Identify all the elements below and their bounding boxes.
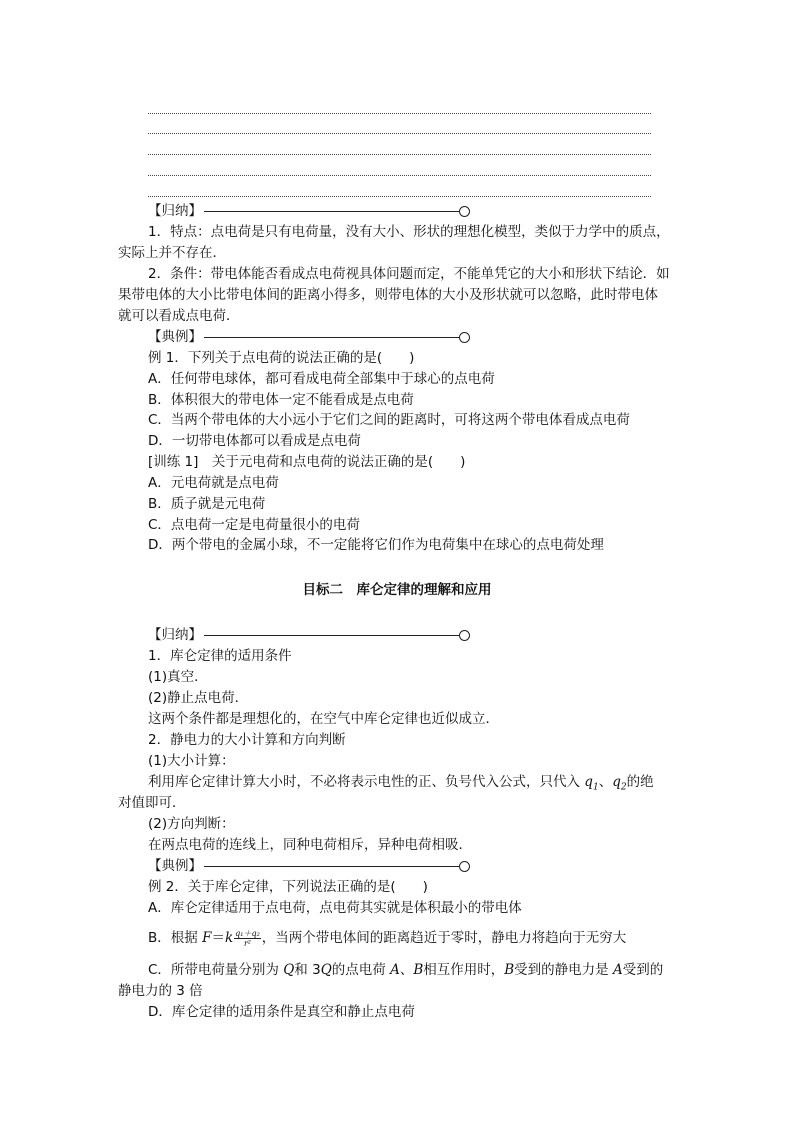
summary-label: 【归纳】 xyxy=(148,203,202,219)
training-question: [训练 1] 关于元电荷和点电荷的说法正确的是( ) xyxy=(148,454,466,470)
option-b: B．质子就是元电荷 xyxy=(148,496,266,512)
text-segment: 受到的 xyxy=(622,962,664,978)
paragraph-line: 2．静电力的大小计算和方向判断 xyxy=(148,732,346,748)
fraction-numerator: q₁＋q₂ xyxy=(235,928,260,938)
option-d: D．库仑定律的适用条件是真空和静止点电荷 xyxy=(148,1004,415,1020)
option-c: C．点电荷一定是电荷量很小的电荷 xyxy=(148,517,360,533)
answer-line xyxy=(148,154,651,155)
paragraph-line: 对值即可． xyxy=(118,795,186,811)
option-a: A．元电荷就是点电荷 xyxy=(148,475,279,491)
text-segment: ，当两个带电体间的距离趋近于零时，静电力将趋向于无穷大 xyxy=(261,930,627,946)
symbol-a: A xyxy=(612,962,623,978)
paragraph-line: (2)静止点电荷． xyxy=(148,690,249,706)
example-header xyxy=(148,856,470,876)
option-d: D．两个带电的金属小球，不一定能将它们作为电荷集中在球心的点电荷处理 xyxy=(148,537,604,553)
text-segment: 的绝 xyxy=(626,774,654,790)
paragraph-line: (2)方向判断： xyxy=(148,816,235,832)
subscript: 2 xyxy=(620,782,627,793)
text-segment: C．所带电荷量分别为 xyxy=(148,962,284,978)
separator: 、 xyxy=(598,774,613,790)
option-c: C．当两个带电体的大小远小于它们之间的距离时，可将这两个带电体看成点电荷 xyxy=(148,412,630,428)
paragraph-line: 这两个条件都是理想化的，在空气中库仑定律也近似成立． xyxy=(148,711,499,727)
symbol-q1 xyxy=(584,774,599,793)
paragraph-line: 1．特点：点电荷是只有电荷量，没有大小、形状的理想化模型，类似于力学中的质点， xyxy=(148,224,670,240)
answer-line xyxy=(148,113,651,114)
paragraph-line: (1)真空． xyxy=(148,669,208,685)
answer-line xyxy=(148,196,651,197)
q-letter: q xyxy=(584,774,593,790)
header-rule xyxy=(204,211,459,212)
header-rule xyxy=(204,337,459,338)
paragraph-line: 在两点电荷的连线上，同种电荷相斥，异种电荷相吸． xyxy=(148,837,472,853)
answer-line xyxy=(148,133,651,134)
paragraph-line: 果带电体的大小比带电体间的距离小得多，则带电体的大小及形状就可以忽略，此时带电体 xyxy=(118,287,658,303)
formula-f: F xyxy=(202,930,212,946)
option-a: A．任何带电球体，都可看成电荷全部集中于球心的点电荷 xyxy=(148,371,495,387)
text-segment: 的点电荷 xyxy=(331,962,391,978)
circle-icon xyxy=(459,630,470,641)
text-segment: 利用库仑定律计算大小时，不必将表示电性的正、负号代入公式，只代入 xyxy=(148,774,580,790)
paragraph-line: 实际上并不存在． xyxy=(118,245,226,261)
option-d: D．一切带电体都可以看成是点电荷 xyxy=(148,433,361,449)
paragraph-line: 2．条件：带电体能否看成点电荷视具体问题而定，不能单凭它的大小和形状下结论．如 xyxy=(148,266,670,282)
q-letter: q xyxy=(612,774,621,790)
separator: 、 xyxy=(399,962,414,978)
example-label: 【典例】 xyxy=(148,329,202,345)
paragraph-line: 静电力的 3 倍 xyxy=(118,983,203,999)
symbol-q: Q xyxy=(320,962,332,978)
text-segment: 和 3 xyxy=(294,962,321,978)
summary-header xyxy=(148,201,470,221)
symbol-a: A xyxy=(390,962,400,978)
summary-label: 【归纳】 xyxy=(148,627,202,643)
subscript: 1 xyxy=(592,782,599,793)
summary-header xyxy=(148,625,470,645)
paragraph-line xyxy=(148,772,654,798)
option-b xyxy=(148,928,626,948)
formula-fraction xyxy=(234,929,261,948)
example-header xyxy=(148,327,470,347)
fraction-denominator: r² xyxy=(243,938,251,948)
paragraph-line: 1．库仑定律的适用条件 xyxy=(148,648,292,664)
formula-eq: ＝ xyxy=(211,930,225,946)
symbol-b: B xyxy=(413,962,424,978)
section-title: 目标二 库仑定律的理解和应用 xyxy=(302,582,492,598)
paragraph-line: (1)大小计算： xyxy=(148,753,235,769)
symbol-q2 xyxy=(612,774,627,793)
circle-icon xyxy=(459,861,470,872)
question-text: 例 2．关于库仑定律，下列说法正确的是( ) xyxy=(148,879,428,895)
symbol-b: B xyxy=(504,962,515,978)
question-text: 例 1．下列关于点电荷的说法正确的是( ) xyxy=(148,350,415,366)
option-a: A．库仑定律适用于点电荷，点电荷其实就是体积最小的带电体 xyxy=(148,900,522,916)
symbol-q: Q xyxy=(283,962,295,978)
text-segment: 相互作用时， xyxy=(423,962,505,978)
circle-icon xyxy=(459,332,470,343)
text-segment: 受到的静电力是 xyxy=(514,962,613,978)
answer-line xyxy=(148,175,651,176)
header-rule xyxy=(204,635,459,636)
option-c xyxy=(148,960,663,980)
example-label: 【典例】 xyxy=(148,858,202,874)
option-b: B．体积很大的带电体一定不能看成是点电荷 xyxy=(148,392,414,408)
header-rule xyxy=(204,866,459,867)
circle-icon xyxy=(459,206,470,217)
formula-k: k xyxy=(224,930,234,946)
text-segment: B．根据 xyxy=(148,930,203,946)
paragraph-line: 就可以看成点电荷． xyxy=(118,308,240,324)
